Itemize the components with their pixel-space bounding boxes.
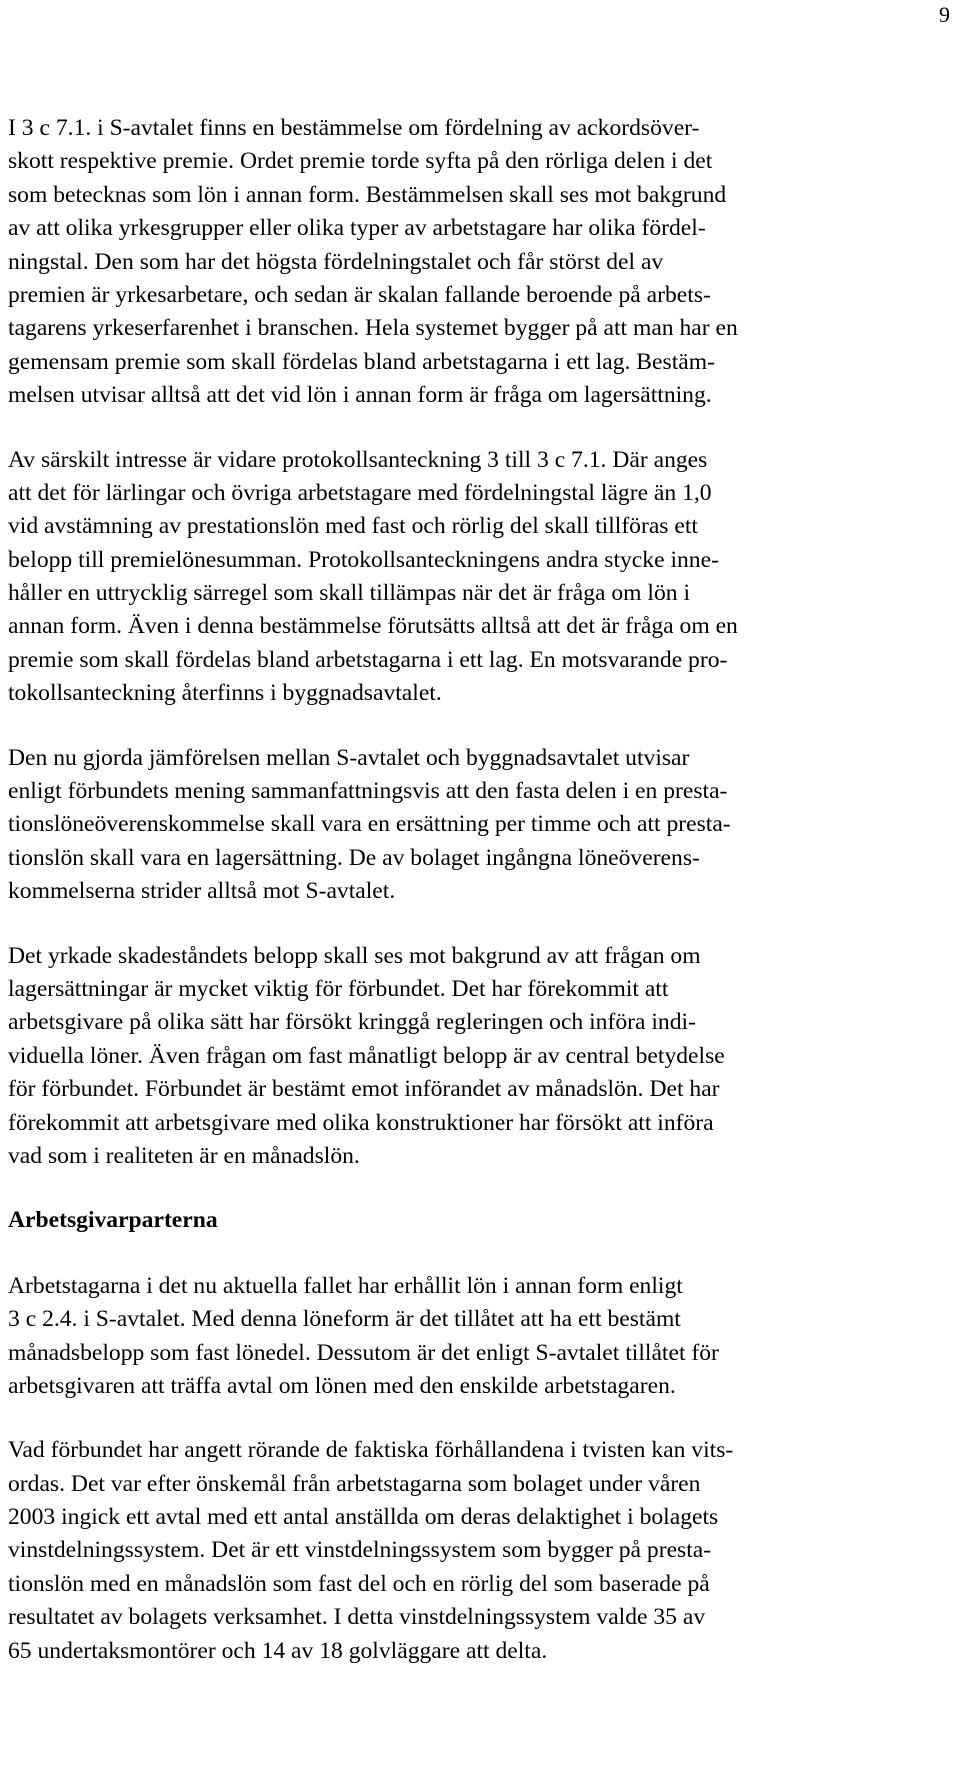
text-line: Vad förbundet har angett rörande de faktiska förhållandena i tvisten kan vits- bbox=[8, 1437, 734, 1464]
text-line: enligt förbundets mening sammanfattningsvis att den fasta delen i en presta- bbox=[8, 778, 728, 805]
text-line: resultatet av bolagets verksamhet. I detta vinstdelningssystem valde 35 av bbox=[8, 1604, 706, 1631]
paragraph-skadestand bbox=[8, 940, 953, 1174]
text-line: månadsbelopp som fast lönedel. Dessutom är det enligt S-avtalet tillåtet för bbox=[8, 1339, 719, 1366]
text-line: melsen utvisar alltså att det vid lön i annan form är fråga om lagersättning. bbox=[8, 382, 712, 409]
text-line: viduella löner. Även frågan om fast månatligt belopp är av central betydelse bbox=[8, 1042, 725, 1069]
text-line: annan form. Även i denna bestämmelse förutsätts alltså att det är fråga om en bbox=[8, 613, 738, 640]
text-line: arbetsgivaren att träffa avtal om lönen med den enskilde arbetstagaren. bbox=[8, 1372, 676, 1399]
section-heading: Arbetsgivarparterna bbox=[8, 1207, 218, 1234]
paragraph-protokollsanteckning bbox=[8, 444, 953, 711]
text-line: av att olika yrkesgrupper eller olika typer av arbetstagare har olika fördel- bbox=[8, 215, 706, 242]
text-line: som betecknas som lön i annan form. Bestämmelsen skall ses mot bakgrund bbox=[8, 181, 727, 208]
text-line: att det för lärlingar och övriga arbetstagare med fördelningstal lägre än 1,0 bbox=[8, 479, 712, 506]
paragraph-premie-fordelning bbox=[8, 112, 953, 413]
text-line: gemensam premie som skall fördelas bland arbetstagarna i ett lag. Bestäm- bbox=[8, 348, 715, 375]
text-line: tagarens yrkeserfarenhet i branschen. Hela systemet bygger på att man har en bbox=[8, 315, 738, 342]
text-line: håller en uttrycklig särregel som skall tillämpas när det är fråga om lön i bbox=[8, 580, 691, 607]
text-line: skott respektive premie. Ordet premie torde syfta på den rörliga delen i det bbox=[8, 148, 713, 175]
text-line: tokollsanteckning återfinns i byggnadsavtalet. bbox=[8, 680, 442, 707]
text-line: lagersättningar är mycket viktig för förbundet. Det har förekommit att bbox=[8, 975, 669, 1002]
paragraph-vinstdelning bbox=[8, 1434, 953, 1668]
text-line: arbetsgivare på olika sätt har försökt kringgå regleringen och införa indi- bbox=[8, 1009, 696, 1036]
text-line: Det yrkade skadeståndets belopp skall ses mot bakgrund av att frågan om bbox=[8, 942, 701, 969]
text-line: ordas. Det var efter önskemål från arbetstagarna som bolaget under våren bbox=[8, 1470, 701, 1497]
page-number: 9 bbox=[939, 2, 950, 27]
text-line: för förbundet. Förbundet är bestämt emot införandet av månadslön. Det har bbox=[8, 1076, 720, 1103]
text-line: tionslön skall vara en lagersättning. De av bolaget ingångna löneöverens- bbox=[8, 844, 700, 871]
paragraph-lon-annan-form bbox=[8, 1270, 953, 1404]
text-line: 65 undertaksmontörer och 14 av 18 golvläggare att delta. bbox=[8, 1637, 548, 1664]
text-line: 2003 ingick ett avtal med ett antal anställda om deras delaktighet i bolagets bbox=[8, 1504, 719, 1531]
text-line: Av särskilt intresse är vidare protokollsanteckning 3 till 3 c 7.1. Där anges bbox=[8, 446, 708, 473]
text-line: Arbetstagarna i det nu aktuella fallet har erhållit lön i annan form enligt bbox=[8, 1272, 683, 1299]
text-line: Den nu gjorda jämförelsen mellan S-avtalet och byggnadsavtalet utvisar bbox=[8, 744, 690, 771]
text-line: kommelserna strider alltså mot S-avtalet. bbox=[8, 878, 396, 905]
text-line: vad som i realiteten är en månadslön. bbox=[8, 1142, 360, 1169]
text-line: premie som skall fördelas bland arbetstagarna i ett lag. En motsvarande pro- bbox=[8, 646, 728, 673]
text-line: tionslöneöverenskommelse skall vara en ersättning per timme och att presta- bbox=[8, 811, 731, 838]
text-line: vid avstämning av prestationslön med fast och rörlig del skall tillföras ett bbox=[8, 513, 698, 540]
text-line: ningstal. Den som har det högsta fördelningstalet och får störst del av bbox=[8, 248, 664, 275]
text-line: premien är yrkesarbetare, och sedan är skalan fallande beroende på arbets- bbox=[8, 281, 711, 308]
text-line: förekommit att arbetsgivare med olika konstruktioner har försökt att införa bbox=[8, 1109, 714, 1136]
text-line: belopp till premielönesumman. Protokollsanteckningens andra stycke inne- bbox=[8, 546, 719, 573]
text-line: tionslön med en månadslön som fast del och en rörlig del som baserade på bbox=[8, 1570, 710, 1597]
text-line: I 3 c 7.1. i S-avtalet finns en bestämmelse om fördelning av ackordsöver- bbox=[8, 115, 700, 141]
text-line: vinstdelningssystem. Det är ett vinstdelningssystem som bygger på presta- bbox=[8, 1537, 712, 1564]
document-body bbox=[8, 112, 953, 1668]
paragraph-jamforelse bbox=[8, 742, 953, 909]
text-line: 3 c 2.4. i S-avtalet. Med denna löneform är det tillåtet att ha ett bestämt bbox=[8, 1306, 681, 1333]
